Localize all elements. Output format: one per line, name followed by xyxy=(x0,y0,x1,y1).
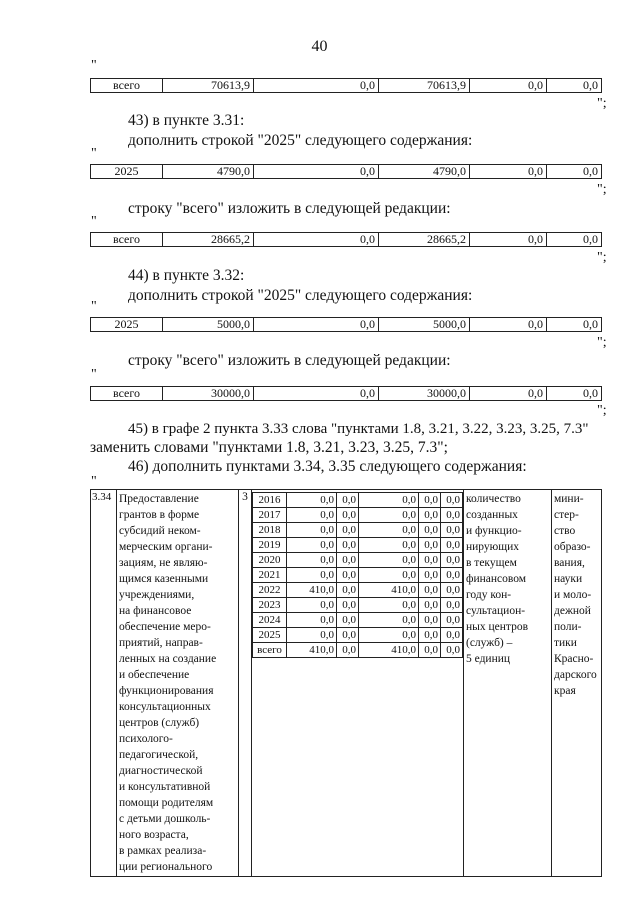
amount-cell: 0,0 xyxy=(287,628,337,643)
year-cell: 2019 xyxy=(253,538,287,553)
table-row xyxy=(253,598,463,613)
description-line: ного возраста, xyxy=(119,829,189,841)
amount-cell: 0,0 xyxy=(359,523,419,538)
result-line: (служб) – xyxy=(466,637,513,649)
paragraph-45-line2: заменить словами "пунктами 1.8, 3.21, 3.23, 3.25, 7.3"; xyxy=(90,439,448,456)
amount-cell: 0,0 xyxy=(287,568,337,583)
quote-close: "; xyxy=(597,335,607,350)
paragraph-44-text: дополнить строкой "2025" следующего содержания: xyxy=(128,287,473,304)
paragraph-45-line1: 45) в графе 2 пункта 3.33 слова "пунктами 1.8, 3.21, 3.22, 3.23, 3.25, 7.3" xyxy=(128,421,589,437)
amount-cell: 0,0 xyxy=(419,583,441,598)
amount-cell: 0,0 xyxy=(337,598,359,613)
description-line: психолого- xyxy=(119,733,173,745)
table-row-vsego-3: всего 30000,0 0,0 30000,0 0,0 0,0 xyxy=(90,386,602,401)
paragraph-44-heading: 44) в пункте 3.32: xyxy=(128,267,245,284)
amount-cell: 0,0 xyxy=(287,598,337,613)
table-row-2025-a: 2025 4790,0 0,0 4790,0 0,0 0,0 xyxy=(90,164,602,179)
amount-cell: 0,0 xyxy=(441,568,463,583)
description-line: приятий, направ- xyxy=(119,637,203,649)
result-line: и функцио- xyxy=(466,525,522,537)
description-line: на финансовое xyxy=(119,605,192,617)
table-row-2025-b: 2025 5000,0 0,0 5000,0 0,0 0,0 xyxy=(90,317,602,332)
organization-line: вания, xyxy=(554,557,585,569)
quote-open: " xyxy=(91,214,97,229)
amount-cell: 0,0 xyxy=(441,538,463,553)
amount-cell: 0,0 xyxy=(441,598,463,613)
table-row xyxy=(253,508,463,523)
description-line: Предоставление xyxy=(119,493,199,505)
result-line: году кон- xyxy=(466,589,512,601)
amount-cell: 0,0 xyxy=(441,628,463,643)
quote-open: " xyxy=(91,299,97,314)
amount-cell: 0,0 xyxy=(359,628,419,643)
item-number: 3.34 xyxy=(91,490,117,877)
amount-cell: 0,0 xyxy=(337,493,359,508)
organization-line: дежной xyxy=(554,605,591,617)
amount-cell: 0,0 xyxy=(337,613,359,628)
result-line: количество xyxy=(466,493,521,505)
item-3-34-table xyxy=(90,489,602,877)
amount-cell: 0,0 xyxy=(287,553,337,568)
amount-cell: 0,0 xyxy=(441,613,463,628)
year-cell: 2025 xyxy=(253,628,287,643)
amount-cell: 0,0 xyxy=(441,643,463,658)
amount-cell: 410,0 xyxy=(359,583,419,598)
item-result xyxy=(464,490,552,877)
amount-cell: 0,0 xyxy=(419,523,441,538)
year-cell: 2016 xyxy=(253,493,287,508)
amount-cell: 0,0 xyxy=(419,538,441,553)
description-line: консультационных xyxy=(119,701,211,713)
organization-line: и моло- xyxy=(554,589,592,601)
item-organization-lines xyxy=(554,491,599,699)
table-row xyxy=(253,538,463,553)
description-line: и обеспечение xyxy=(119,669,190,681)
result-line: сультацион- xyxy=(466,605,526,617)
table-row xyxy=(253,568,463,583)
amount-cell: 0,0 xyxy=(359,493,419,508)
year-cell: 2021 xyxy=(253,568,287,583)
amount-cell: 0,0 xyxy=(441,583,463,598)
year-cell: всего xyxy=(253,643,287,658)
table-row xyxy=(253,613,463,628)
amount-cell: 0,0 xyxy=(337,643,359,658)
amount-cell: 0,0 xyxy=(337,523,359,538)
item-funding-cell xyxy=(252,490,464,877)
amount-cell: 0,0 xyxy=(441,508,463,523)
year-cell: 2024 xyxy=(253,613,287,628)
quote-open: " xyxy=(91,367,97,382)
result-line: в текущем xyxy=(466,557,517,569)
result-line: созданных xyxy=(466,509,518,521)
quote-close: "; xyxy=(597,250,607,265)
amount-cell: 0,0 xyxy=(337,508,359,523)
description-line: грантов в форме xyxy=(119,509,200,521)
organization-line: образо- xyxy=(554,541,591,553)
year-cell: 2020 xyxy=(253,553,287,568)
description-line: щимся казенными xyxy=(119,573,209,585)
organization-line: ство xyxy=(554,525,576,537)
table-row-vsego-2: всего 28665,2 0,0 28665,2 0,0 0,0 xyxy=(90,232,602,247)
description-line: педагогической, xyxy=(119,749,199,761)
amount-cell: 0,0 xyxy=(287,523,337,538)
paragraph-vsego-edit-a: строку "всего" изложить в следующей редакции: xyxy=(128,200,451,217)
year-cell: 2023 xyxy=(253,598,287,613)
organization-line: Красно- xyxy=(554,653,594,665)
amount-cell: 0,0 xyxy=(359,568,419,583)
amount-cell: 0,0 xyxy=(419,508,441,523)
table-row xyxy=(253,583,463,598)
result-line: нирующих xyxy=(466,541,520,553)
amount-cell: 0,0 xyxy=(419,493,441,508)
table-row xyxy=(253,628,463,643)
year-cell: 2018 xyxy=(253,523,287,538)
table-row-vsego-1: всего 70613,9 0,0 70613,9 0,0 0,0 xyxy=(90,78,602,93)
quote-open: " xyxy=(91,58,97,73)
result-line: финансовом xyxy=(466,573,527,585)
description-line: субсидий неком- xyxy=(119,525,201,537)
organization-line: стер- xyxy=(554,509,579,521)
description-line: ленных на создание xyxy=(119,653,217,665)
year-cell: 2022 xyxy=(253,583,287,598)
amount-cell: 410,0 xyxy=(287,643,337,658)
amount-cell: 0,0 xyxy=(359,598,419,613)
organization-line: тики xyxy=(554,637,577,649)
result-line: ных центров xyxy=(466,621,529,633)
item-description xyxy=(117,490,239,877)
description-line: с детьми дошколь- xyxy=(119,813,211,825)
amount-cell: 0,0 xyxy=(419,553,441,568)
paragraph-43-text: дополнить строкой "2025" следующего содержания: xyxy=(128,132,473,149)
organization-line: поли- xyxy=(554,621,582,633)
amount-cell: 0,0 xyxy=(441,523,463,538)
description-line: мерческим органи- xyxy=(119,541,213,553)
quote-close: "; xyxy=(597,403,607,418)
item-result-lines xyxy=(466,491,549,667)
quote-close: "; xyxy=(597,182,607,197)
amount-cell: 0,0 xyxy=(287,538,337,553)
page-number: 40 xyxy=(311,38,328,55)
amount-cell: 0,0 xyxy=(337,568,359,583)
amount-cell: 0,0 xyxy=(337,553,359,568)
organization-line: края xyxy=(554,685,576,697)
table-row xyxy=(253,493,463,508)
description-line: и консультативной xyxy=(119,781,211,793)
item-description-lines xyxy=(119,491,236,875)
amount-cell: 0,0 xyxy=(359,508,419,523)
description-line: учреждениями, xyxy=(119,589,195,601)
funding-table xyxy=(252,492,463,658)
amount-cell: 0,0 xyxy=(359,553,419,568)
amount-cell: 0,0 xyxy=(419,613,441,628)
description-line: помощи родителям xyxy=(119,797,214,809)
description-line: функционирования xyxy=(119,685,214,697)
year-cell: 2017 xyxy=(253,508,287,523)
amount-cell: 0,0 xyxy=(337,538,359,553)
amount-cell: 0,0 xyxy=(287,613,337,628)
amount-cell: 0,0 xyxy=(359,613,419,628)
amount-cell: 0,0 xyxy=(419,568,441,583)
description-line: обеспечение меро- xyxy=(119,621,211,633)
table-row xyxy=(253,643,463,658)
amount-cell: 0,0 xyxy=(287,508,337,523)
description-line: диагностической xyxy=(119,765,203,777)
amount-cell: 410,0 xyxy=(359,643,419,658)
item-organization xyxy=(552,490,602,877)
description-line: в рамках реализа- xyxy=(119,845,207,857)
amount-cell: 0,0 xyxy=(419,628,441,643)
table-row xyxy=(253,553,463,568)
amount-cell: 0,0 xyxy=(337,628,359,643)
item-column-3: 3 xyxy=(239,490,252,877)
table-row xyxy=(253,523,463,538)
amount-cell: 0,0 xyxy=(441,493,463,508)
amount-cell: 0,0 xyxy=(419,598,441,613)
paragraph-43-heading: 43) в пункте 3.31: xyxy=(128,112,245,129)
description-line: зациям, не являю- xyxy=(119,557,208,569)
description-line: центров (служб) xyxy=(119,717,200,729)
quote-open: " xyxy=(91,474,97,489)
organization-line: дарского xyxy=(554,669,597,681)
paragraph-vsego-edit-b: строку "всего" изложить в следующей редакции: xyxy=(128,352,451,369)
amount-cell: 0,0 xyxy=(419,643,441,658)
quote-close: "; xyxy=(597,96,607,111)
amount-cell: 0,0 xyxy=(287,493,337,508)
amount-cell: 0,0 xyxy=(337,583,359,598)
paragraph-46: 46) дополнить пунктами 3.34, 3.35 следующего содержания: xyxy=(128,458,527,475)
quote-open: " xyxy=(91,146,97,161)
organization-line: науки xyxy=(554,573,583,585)
amount-cell: 0,0 xyxy=(441,553,463,568)
description-line: ции регионального xyxy=(119,861,213,873)
amount-cell: 410,0 xyxy=(287,583,337,598)
amount-cell: 0,0 xyxy=(359,538,419,553)
result-line: 5 единиц xyxy=(466,653,511,665)
organization-line: мини- xyxy=(554,493,584,505)
